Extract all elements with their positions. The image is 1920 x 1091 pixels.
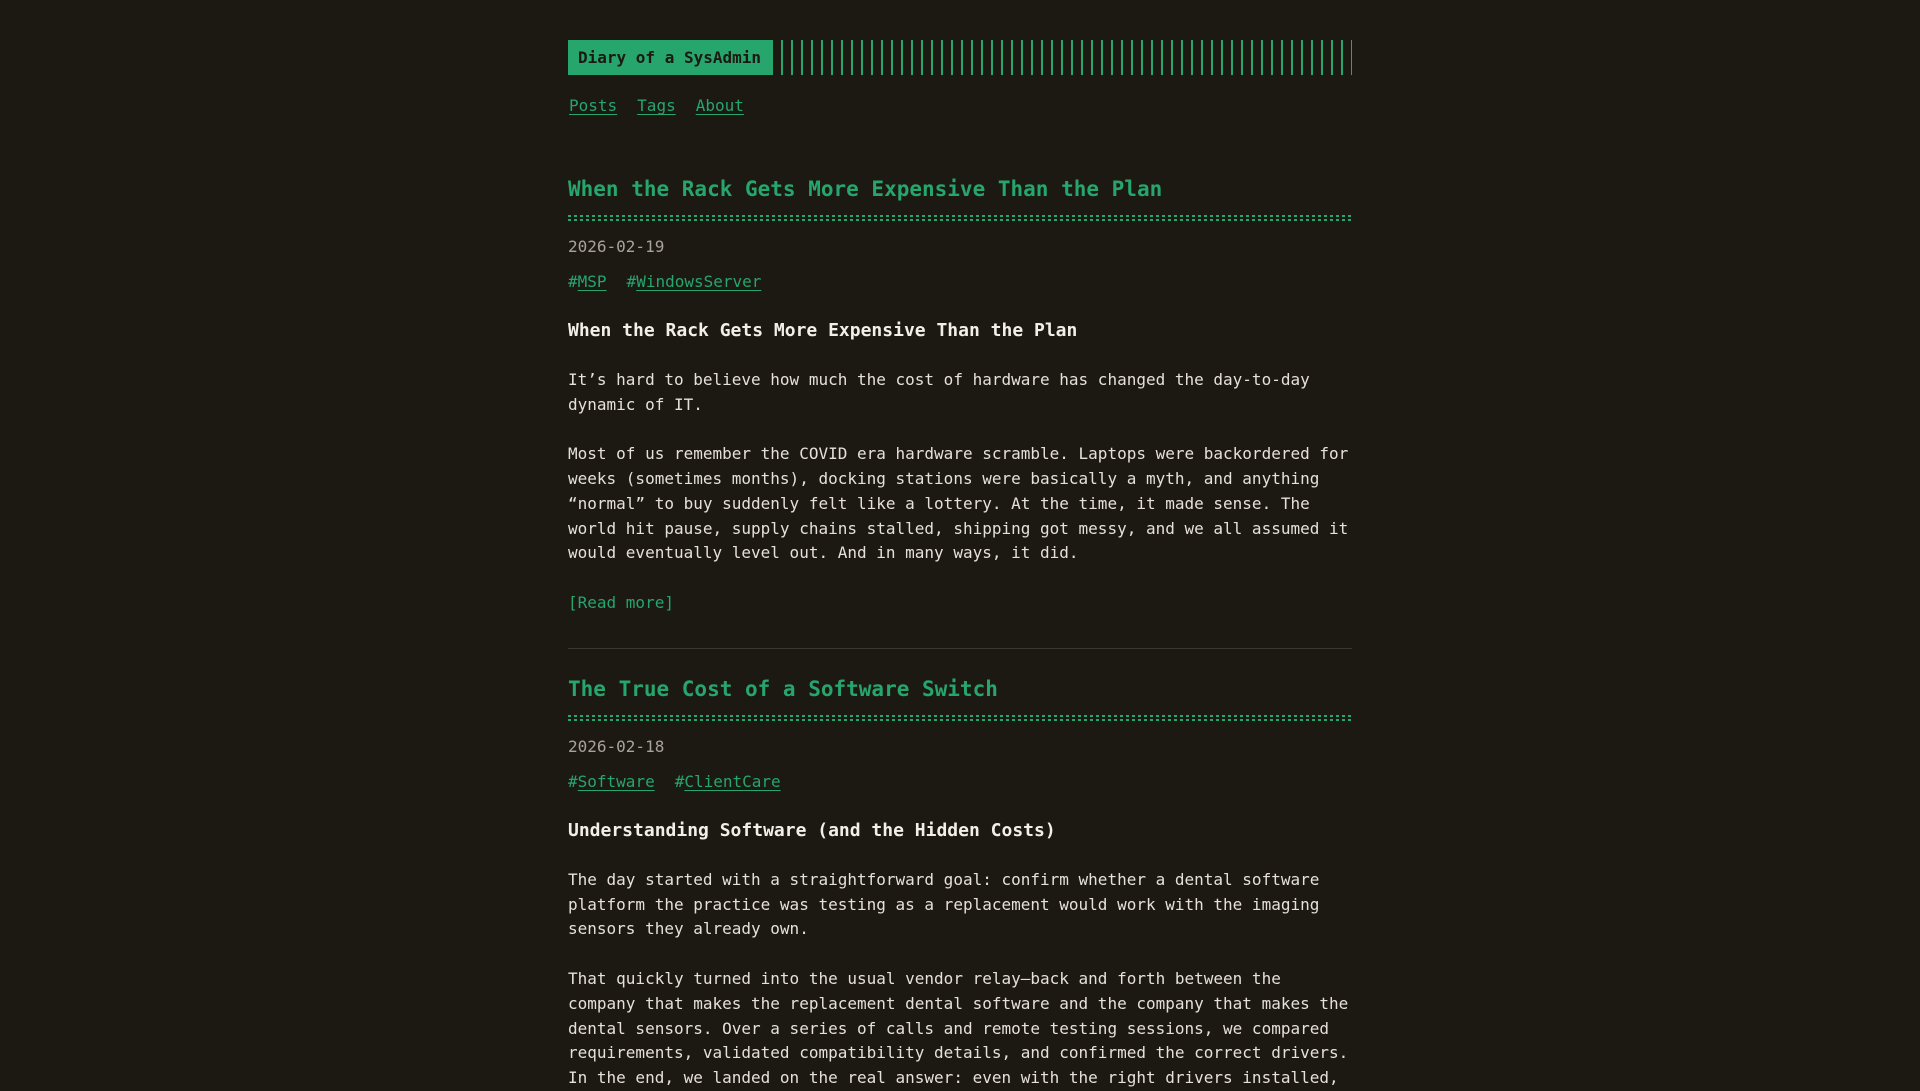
tag-item bbox=[568, 272, 607, 292]
post-date: 2026-02-19 bbox=[568, 237, 665, 256]
tag-hash: # bbox=[674, 772, 685, 791]
tag-hash: # bbox=[568, 272, 578, 291]
post-paragraph: The day started with a straightforward goal: confirm whether a dental software platform the practice was testing as a replacement would work with the imaging sensors they already own. bbox=[568, 870, 1320, 939]
post-subtitle: When the Rack Gets More Expensive Than the Plan bbox=[568, 320, 1078, 341]
title-underline-dots bbox=[568, 215, 1352, 221]
tag-hash: # bbox=[568, 772, 578, 791]
post-paragraph: Most of us remember the COVID era hardware scramble. Laptops were backordered for weeks (sometimes months), docking stations were basically a myth, and anything “normal” to buy suddenly felt like a lottery. At the time, it made sense. The world hit pause, supply chains stalled, shipping got messy, and we all assumed it would eventually level out. And in many ways, it did. bbox=[568, 444, 1349, 563]
site-header bbox=[568, 40, 1352, 75]
post-title-link[interactable]: The True Cost of a Software Switch bbox=[568, 677, 998, 701]
post-separator bbox=[568, 648, 1352, 649]
post-title-link[interactable]: When the Rack Gets More Expensive Than the Plan bbox=[568, 177, 1163, 201]
read-more-link[interactable]: [Read more] bbox=[568, 592, 674, 612]
tag-item bbox=[675, 772, 781, 792]
menu-item-tags[interactable]: Tags bbox=[637, 96, 676, 115]
tag-link-msp[interactable]: MSP bbox=[577, 272, 607, 291]
tag-hash: # bbox=[626, 272, 637, 291]
post-tags bbox=[568, 772, 1352, 792]
title-underline-dots bbox=[568, 715, 1352, 721]
post-paragraph: That quickly turned into the usual vendor relay—back and forth between the company that makes the replacement dental software and the company that makes the dental sensors. Over a series of calls and remote testing sessions, we compared requirements, validated compatibility details, and confirmed the correct drivers. In the end, we landed on the real answer: even with the right drivers installed, bbox=[568, 969, 1349, 1087]
post-tags bbox=[568, 272, 1352, 292]
post-card bbox=[568, 175, 1352, 615]
tag-link-windowsserver[interactable]: WindowsServer bbox=[636, 272, 762, 291]
site-logo-link[interactable]: Diary of a SysAdmin bbox=[568, 40, 773, 75]
menu-item-posts[interactable]: Posts bbox=[569, 96, 618, 115]
post-card bbox=[568, 675, 1352, 1091]
decorative-bars bbox=[781, 40, 1352, 75]
tag-item bbox=[627, 272, 762, 292]
post-date: 2026-02-18 bbox=[568, 737, 665, 756]
tag-item bbox=[568, 772, 655, 792]
tag-link-software[interactable]: Software bbox=[577, 772, 655, 791]
post-subtitle: Understanding Software (and the Hidden Costs) bbox=[568, 820, 1056, 841]
menu-item-about[interactable]: About bbox=[695, 96, 744, 115]
tag-link-clientcare[interactable]: ClientCare bbox=[684, 772, 781, 791]
main-menu bbox=[569, 96, 744, 116]
post-paragraph: It’s hard to believe how much the cost of hardware has changed the day-to-day dynamic of IT. bbox=[568, 370, 1310, 414]
